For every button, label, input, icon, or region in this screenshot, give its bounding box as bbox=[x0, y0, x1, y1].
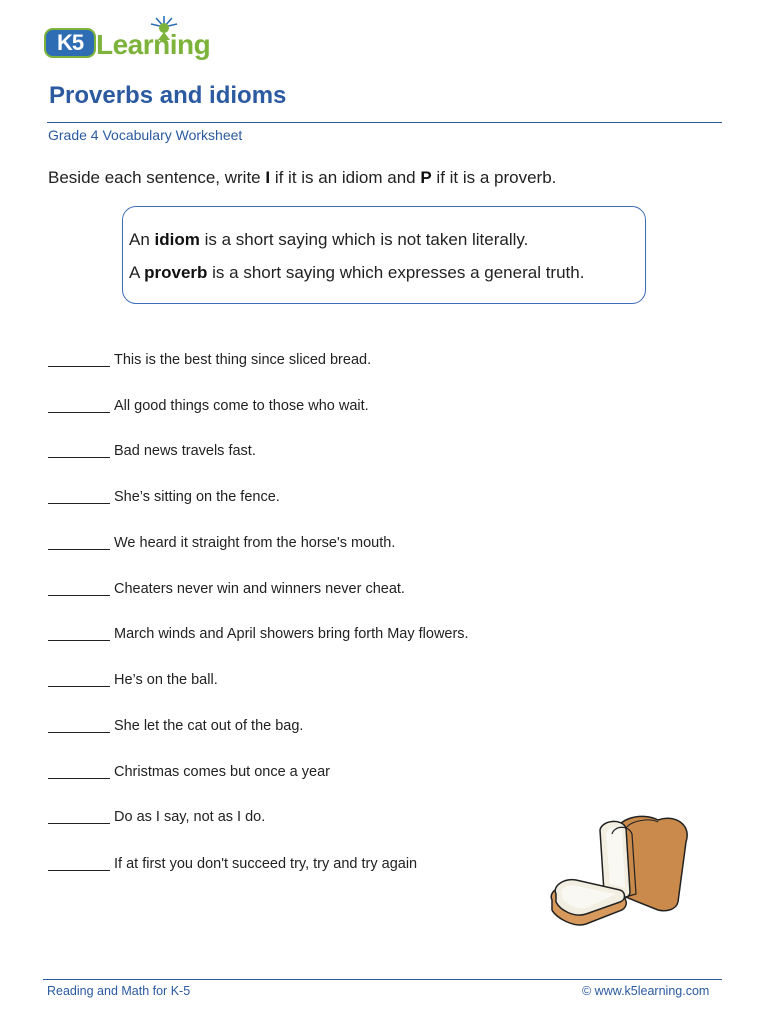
answer-blank[interactable] bbox=[48, 823, 110, 824]
answer-blank[interactable] bbox=[48, 778, 110, 779]
instructions-letter-i: I bbox=[265, 168, 271, 187]
answer-blank[interactable] bbox=[48, 366, 110, 367]
k5-learning-logo bbox=[44, 14, 224, 66]
question-text: He’s on the ball. bbox=[114, 672, 218, 688]
instructions bbox=[48, 166, 556, 190]
question-text: We heard it straight from the horse's mouth. bbox=[114, 535, 396, 551]
footer-divider bbox=[43, 979, 722, 980]
question-text: Christmas comes but once a year bbox=[114, 764, 330, 780]
idiom-prefix: An bbox=[129, 230, 155, 249]
answer-blank[interactable] bbox=[48, 457, 110, 458]
answer-blank[interactable] bbox=[48, 732, 110, 733]
instructions-part1: Beside each sentence, write bbox=[48, 168, 266, 187]
answer-blank[interactable] bbox=[48, 503, 110, 504]
question-text: She let the cat out of the bag. bbox=[114, 718, 304, 734]
question-text: March winds and April showers bring forth May flowers. bbox=[114, 626, 469, 642]
question-text: Do as I say, not as I do. bbox=[114, 809, 266, 825]
footer-website-link[interactable]: © www.k5learning.com bbox=[582, 984, 710, 998]
logo-wordmark: Learning bbox=[96, 29, 211, 60]
instructions-letter-p: P bbox=[420, 168, 432, 187]
answer-blank[interactable] bbox=[48, 549, 110, 550]
question-text: Cheaters never win and winners never cheat. bbox=[114, 581, 405, 597]
title-divider bbox=[47, 122, 722, 123]
answer-blank[interactable] bbox=[48, 686, 110, 687]
instructions-part2: if it is an idiom and bbox=[270, 168, 421, 187]
answer-blank[interactable] bbox=[48, 412, 110, 413]
answer-blank[interactable] bbox=[48, 640, 110, 641]
question-text: All good things come to those who wait. bbox=[114, 398, 369, 414]
proverb-prefix: A bbox=[129, 263, 145, 282]
answer-blank[interactable] bbox=[48, 595, 110, 596]
page-subtitle: Grade 4 Vocabulary Worksheet bbox=[48, 127, 243, 143]
instructions-part3: if it is a proverb. bbox=[431, 168, 557, 187]
question-text: This is the best thing since sliced bread. bbox=[114, 352, 372, 368]
page-title: Proverbs and idioms bbox=[49, 82, 287, 109]
question-text: Bad news travels fast. bbox=[114, 443, 256, 459]
idiom-definition bbox=[129, 229, 528, 251]
proverb-definition bbox=[129, 262, 584, 284]
idiom-rest: is a short saying which is not taken literally. bbox=[199, 230, 529, 249]
proverb-rest: is a short saying which expresses a general truth. bbox=[207, 263, 585, 282]
logo-badge: K5 bbox=[44, 28, 96, 58]
proverb-term: proverb bbox=[144, 263, 208, 282]
answer-blank[interactable] bbox=[48, 870, 110, 871]
footer-tagline: Reading and Math for K-5 bbox=[47, 984, 191, 998]
question-text: If at first you don't succeed try, try and try again bbox=[114, 856, 418, 872]
idiom-term: idiom bbox=[154, 230, 200, 249]
sliced-bread-icon bbox=[546, 814, 692, 926]
definition-box bbox=[122, 206, 646, 304]
question-text: She’s sitting on the fence. bbox=[114, 489, 280, 505]
